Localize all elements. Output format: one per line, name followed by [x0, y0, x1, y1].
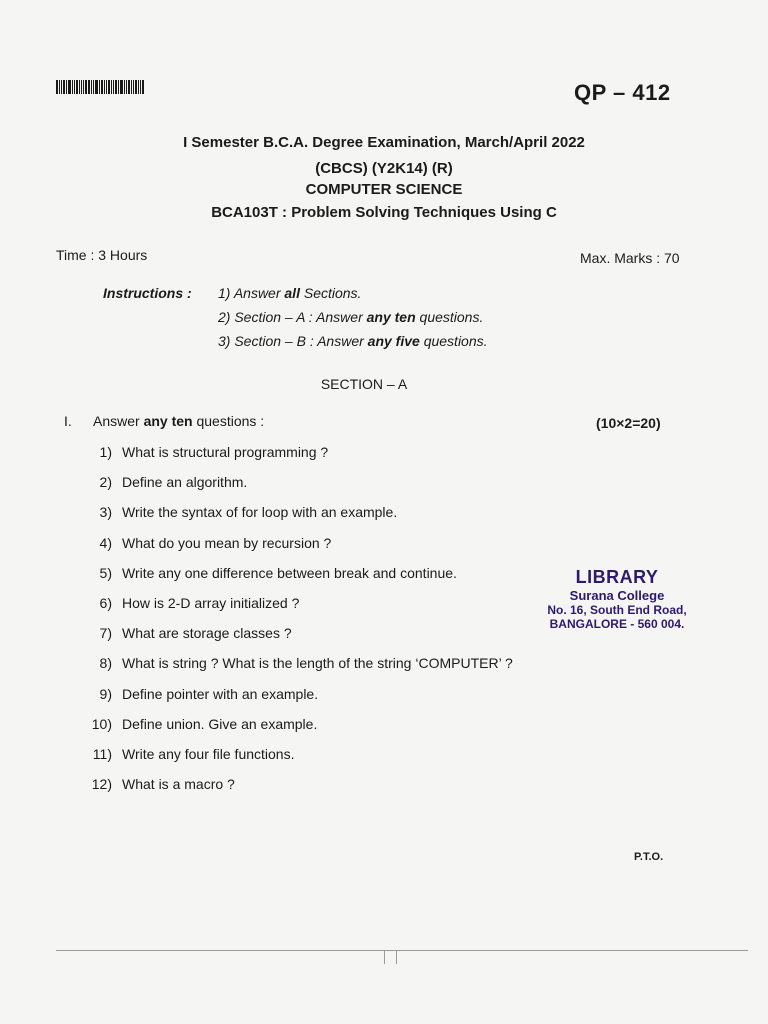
list-item: [0, 444, 700, 462]
item-number: 5): [99, 565, 112, 581]
item-text: How is 2-D array initialized ?: [122, 595, 300, 611]
stamp-college: Surana College: [569, 588, 665, 603]
stamp-address: No. 16, South End Road,: [547, 603, 687, 617]
paper-code: QP – 412: [574, 80, 671, 105]
time-duration: Time : 3 Hours: [56, 247, 148, 263]
list-item: [0, 504, 700, 522]
item-text: Write any one difference between break and continue.: [122, 565, 457, 581]
item-text: What is a macro ?: [122, 776, 235, 792]
subject: COMPUTER SCIENCE: [305, 181, 463, 198]
item-number: 7): [99, 625, 112, 641]
list-item: [0, 716, 700, 734]
item-text: Define pointer with an example.: [122, 686, 319, 702]
item-number: 2): [99, 474, 112, 490]
list-item: [0, 776, 700, 794]
list-item: [0, 474, 700, 492]
list-item: [0, 746, 700, 764]
item-text: What are storage classes ?: [122, 625, 292, 641]
stamp-title: LIBRARY: [575, 567, 659, 587]
list-item: [0, 655, 700, 673]
item-number: 10): [91, 716, 112, 732]
item-text: What do you mean by recursion ?: [122, 535, 332, 551]
please-turn-over: P.T.O.: [634, 851, 664, 863]
stamp-city: BANGALORE - 560 004.: [549, 617, 685, 631]
exam-title: I Semester B.C.A. Degree Examination, March/April 2022: [183, 134, 585, 151]
item-number: 11): [92, 746, 112, 762]
question-instruction: Answer any ten questions :: [93, 413, 265, 429]
bottom-rule: [56, 950, 748, 951]
item-text: Write any four file functions.: [122, 746, 295, 762]
question-marks: (10×2=20): [596, 415, 661, 431]
section-heading: SECTION – A: [320, 376, 408, 392]
item-text: Define an algorithm.: [122, 474, 248, 490]
item-text: Define union. Give an example.: [122, 716, 318, 732]
instruction-2: 2) Section – A : Answer any ten questions.: [218, 309, 484, 325]
max-marks: Max. Marks : 70: [580, 250, 680, 266]
library-stamp: [528, 567, 706, 631]
item-text: What is structural programming ?: [122, 444, 329, 460]
bottom-tick: [384, 950, 385, 964]
item-number: 12): [91, 776, 112, 792]
instructions-label: Instructions :: [103, 285, 192, 301]
item-number: 8): [99, 655, 112, 671]
item-text: Write the syntax of for loop with an example.: [122, 504, 398, 520]
bottom-tick: [396, 950, 397, 964]
question-number: I.: [64, 413, 72, 429]
item-text: What is string ? What is the length of the string ‘COMPUTER’ ?: [122, 655, 513, 671]
item-number: 9): [99, 686, 112, 702]
list-item: [0, 535, 700, 553]
item-number: 4): [99, 535, 112, 551]
instruction-1: 1) Answer all Sections.: [218, 285, 362, 301]
barcode: [56, 80, 154, 94]
instruction-3: 3) Section – B : Answer any five questions.: [218, 333, 488, 349]
list-item: [0, 686, 700, 704]
exam-scheme: (CBCS) (Y2K14) (R): [315, 160, 453, 177]
item-number: 1): [99, 444, 112, 460]
item-number: 3): [99, 504, 112, 520]
paper-title: BCA103T : Problem Solving Techniques Using C: [211, 204, 557, 221]
item-number: 6): [99, 595, 112, 611]
